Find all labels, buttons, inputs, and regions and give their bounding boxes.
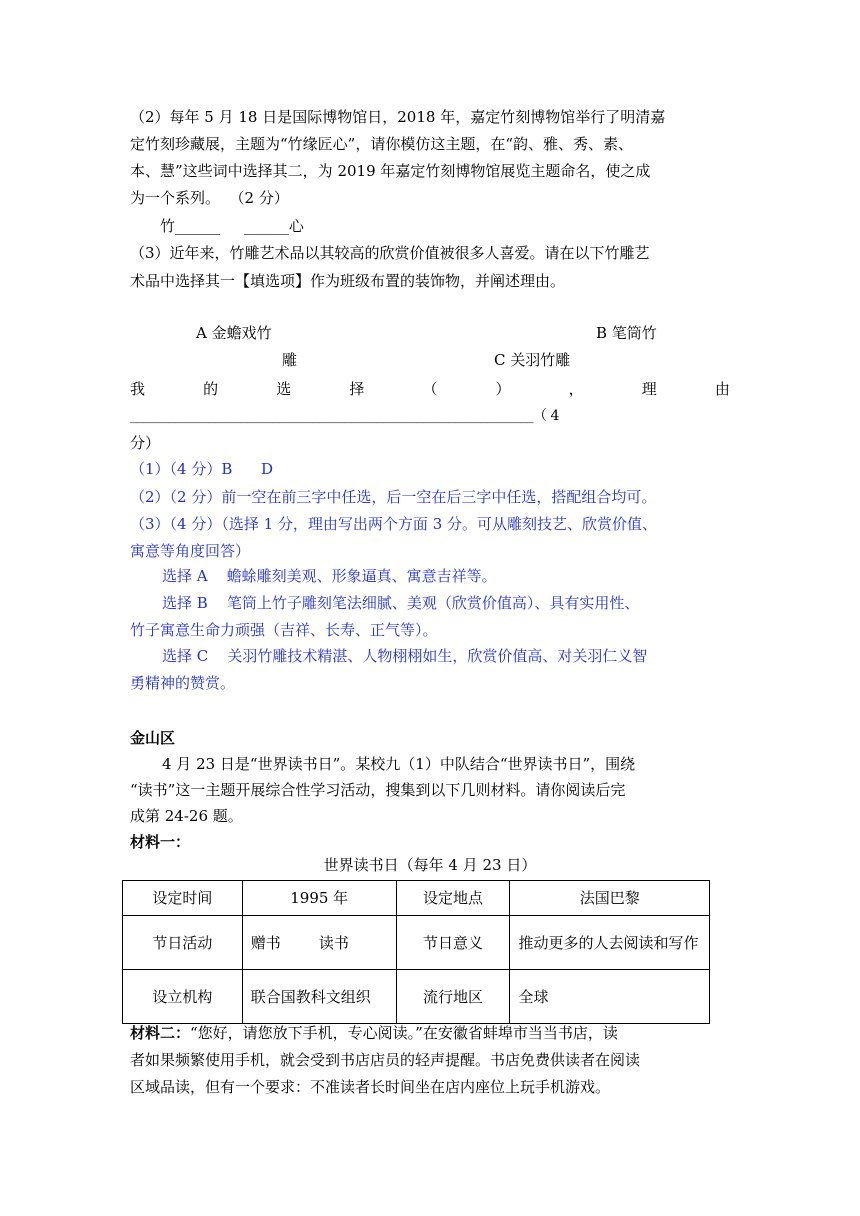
table-cell: 节日活动 [123,916,243,970]
answer-1: （1）（4 分）B D [130,460,274,478]
q2-line-1: （2）每年 5 月 18 日是国际博物馆日，2018 年，嘉定竹刻博物馆举行了明清嘉 [130,108,666,126]
answer-select-b-line-1: 选择 B 笔筒上竹子雕刻笔法细腻、美观（欣赏价值高）、具有实用性、 [162,594,640,612]
material-2-line-2: 者如果频繁使用手机，就会受到书店店员的轻声提醒。书店免费供读者在阅读 [130,1051,641,1069]
material-2-line-3: 区域品读，但有一个要求：不准读者长时间坐在店内座位上玩手机游戏。 [130,1078,611,1096]
choice-word: 择 [349,380,365,398]
option-a: A 金蟾戏竹 [196,324,272,342]
intro-line-1: 4 月 23 日是“世界读书日”。某校九（1）中队结合“世界读书日”，围绕 [162,755,636,773]
answer-select-a: 选择 A 蟾蜍雕刻美观、形象逼真、寓意吉祥等。 [162,567,497,585]
table-row [123,881,710,916]
table-cell: 设定时间 [123,881,243,916]
q3-line-2: 术品中选择其一【填选项】作为班级布置的装饰物，并阐述理由。 [130,272,566,290]
choice-word: 理 [641,380,657,398]
table-cell: 联合国教科文组织 [242,970,396,1024]
choice-word: 由 [714,380,730,398]
answer-select-b-line-2: 竹子寓意生命力顽强（吉祥、长寿、正气等）。 [130,621,438,639]
table-row [123,970,710,1024]
table-cell: 设定地点 [396,881,510,916]
table-cell: 法国巴黎 [510,881,710,916]
section-heading: 金山区 [130,729,176,747]
answer-3-line-2: 寓意等角度回答） [130,542,251,560]
table-cell: 流行地区 [396,970,510,1024]
material-2-label: 材料二： [130,1024,191,1042]
material-2-line-1 [130,1020,618,1046]
q2-line-2: 定竹刻珍藏展，主题为“竹缘匠心”，请你模仿这主题，在“韵、雅、秀、素、 [130,135,634,153]
answer-2: （2）（2 分）前一空在前三字中任选，后一空在后三字中任选，搭配组合均可。 [130,488,657,506]
reading-day-table [122,880,710,1024]
material-1-label: 材料一： [130,833,191,851]
q3-line-1: （3）近年来，竹雕艺术品以其较高的欣赏价值被很多人喜爱。请在以下竹雕艺 [130,244,650,262]
option-a-continuation: 雕 [282,351,298,369]
table-caption: 世界读书日（每年 4 月 23 日） [323,856,537,874]
answer-select-c-line-2: 勇精神的赞赏。 [130,674,236,692]
reason-underline: ______________________________________________________________（ 4 [130,408,559,424]
option-b: B 笔筒竹 [596,324,657,342]
choice-word: 选 [276,380,292,398]
table-cell: 设立机构 [123,970,243,1024]
table-cell: 全球 [510,970,710,1024]
q2-line-4: 为一个系列。 （2 分） [130,189,289,207]
material-2-text: “您好，请您放下手机，专心阅读。”在安徽省蚌埠市当当书店，读 [190,1024,618,1042]
answer-select-c-line-1: 选择 C 关羽竹雕技术精湛、人物栩栩如生，欣赏价值高、对关羽仁义智 [162,647,648,665]
choice-word: ） [495,380,511,398]
choice-word: ， [568,380,584,398]
table-row [123,916,710,970]
score-tail: 分） [130,434,161,452]
choice-word: 的 [203,380,219,398]
q2-line-3: 本、慧”这些词中选择其二，为 2019 年嘉定竹刻博物馆展览主题命名，使之成 [130,162,651,180]
table-cell: 节日意义 [396,916,510,970]
intro-line-3: 成第 24-26 题。 [130,807,243,825]
table-cell: 赠书 读书 [242,916,396,970]
intro-line-2: “读书”这一主题开展综合性学习活动，搜集到以下几则材料。请你阅读后完 [130,781,626,799]
table-cell: 推动更多的人去阅读和写作 [510,916,710,970]
choice-word: （ [422,380,438,398]
answer-3-line-1: （3）（4 分）（选择 1 分，理由写出两个方面 3 分。可从雕刻技艺、欣赏价值、 [130,515,658,533]
choice-line [130,376,730,402]
choice-word: 我 [130,380,146,398]
option-c: C 关羽竹雕 [494,351,571,369]
table-cell: 1995 年 [242,881,396,916]
q2-blank-line: 竹______ ______心 [160,217,304,235]
